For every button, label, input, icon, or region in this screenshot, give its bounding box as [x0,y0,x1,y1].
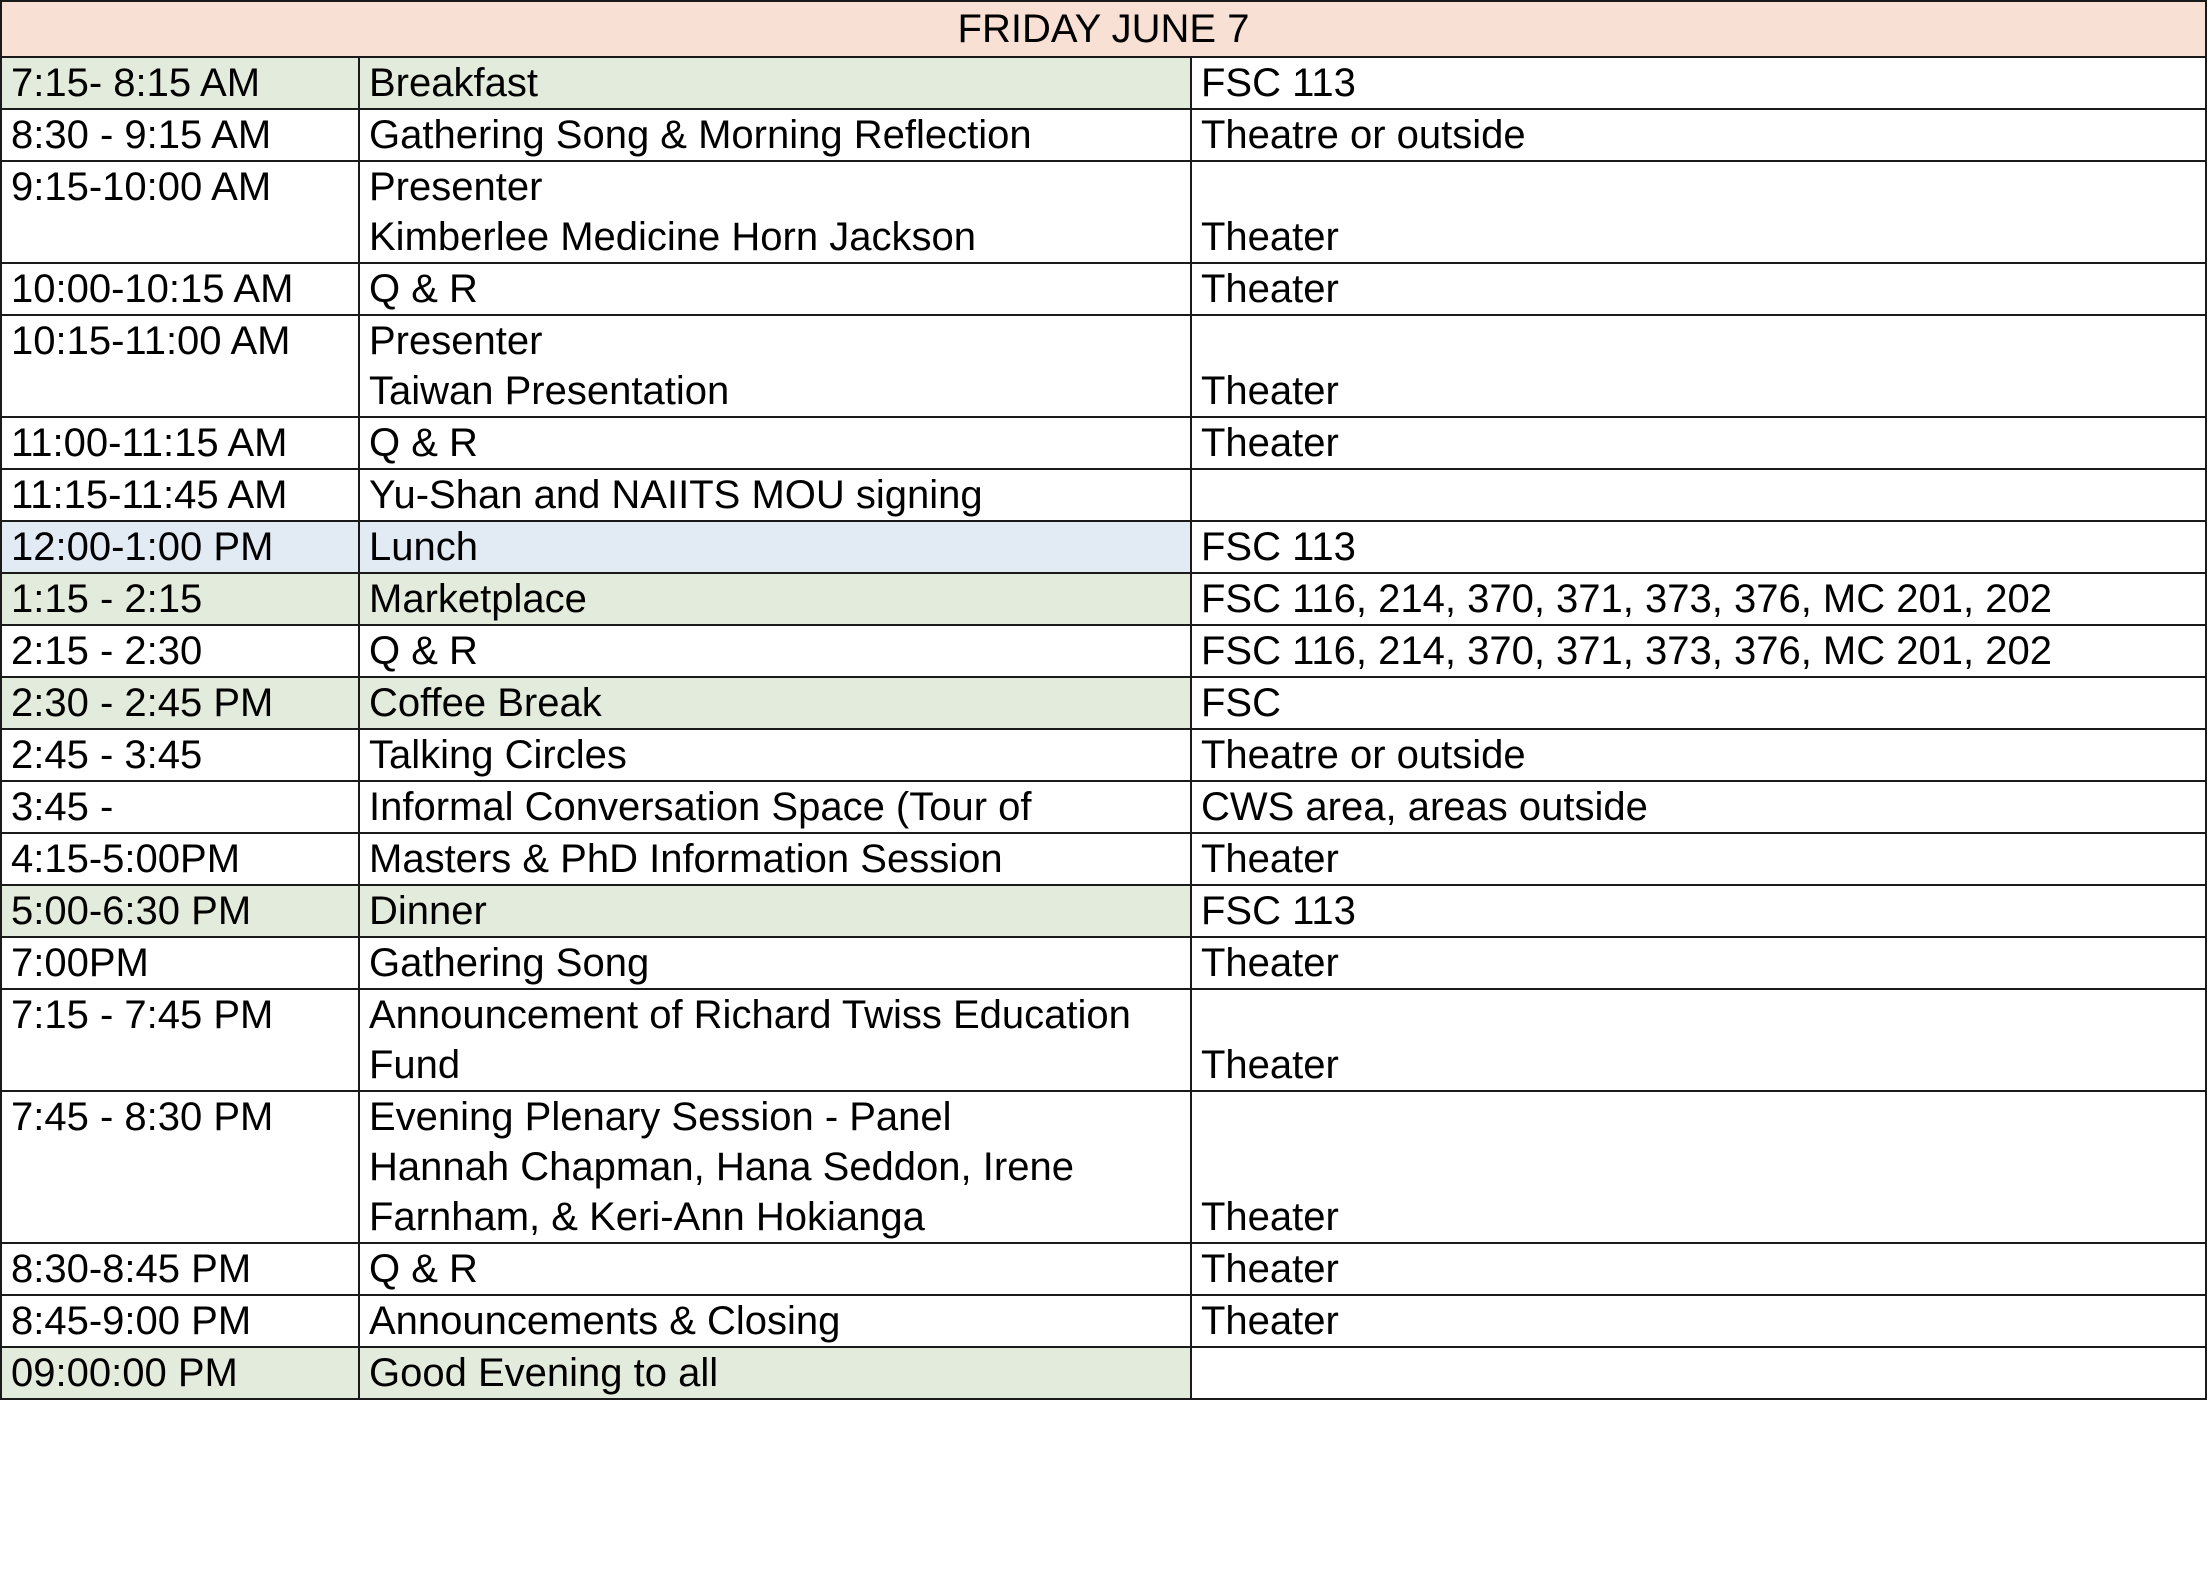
event-cell [359,989,1191,1091]
time-cell: 2:30 - 2:45 PM [1,677,359,729]
location-cell: FSC [1191,677,2206,729]
location-cell: Theater [1191,937,2206,989]
event-line: Presenter [369,319,543,363]
event-line: Fund [369,1043,461,1087]
location-cell: Theater [1191,1295,2206,1347]
location-cell: Theater [1191,989,2206,1091]
event-cell [359,1243,1191,1295]
schedule-row [1,1347,2206,1399]
time-cell: 5:00-6:30 PM [1,885,359,937]
event-cell [359,109,1191,161]
schedule-row [1,729,2206,781]
location-cell: Theater [1191,161,2206,263]
location-cell: CWS area, areas outside [1191,781,2206,833]
event-line: Yu-Shan and NAIITS MOU signing [369,473,983,517]
time-cell: 7:15- 8:15 AM [1,57,359,109]
schedule-row [1,989,2206,1091]
schedule-row [1,1295,2206,1347]
schedule-row [1,677,2206,729]
event-line: Q & R [369,267,478,311]
time-cell: 8:30-8:45 PM [1,1243,359,1295]
schedule-row [1,781,2206,833]
time-cell: 3:45 - [1,781,359,833]
schedule-row [1,1091,2206,1243]
schedule-body [1,57,2206,1399]
event-line: Presenter [369,165,543,209]
schedule-row [1,1243,2206,1295]
time-cell: 9:15-10:00 AM [1,161,359,263]
location-cell: FSC 113 [1191,57,2206,109]
location-cell: Theatre or outside [1191,729,2206,781]
event-line: Gathering Song [369,941,650,985]
event-line: Taiwan Presentation [369,369,730,413]
location-cell: FSC 116, 214, 370, 371, 373, 376, MC 201, 202 [1191,573,2206,625]
event-cell [359,315,1191,417]
location-cell: Theater [1191,833,2206,885]
event-cell [359,1347,1191,1399]
event-cell [359,625,1191,677]
schedule-row [1,573,2206,625]
schedule-row [1,625,2206,677]
event-line: Gathering Song & Morning Reflection [369,113,1032,157]
location-cell [1191,1347,2206,1399]
time-cell: 2:15 - 2:30 [1,625,359,677]
event-line: Farnham, & Keri-Ann Hokianga [369,1195,925,1239]
location-cell: Theater [1191,263,2206,315]
location-cell: Theater [1191,315,2206,417]
event-cell [359,729,1191,781]
time-cell: 11:15-11:45 AM [1,469,359,521]
location-cell [1191,469,2206,521]
event-line: Hannah Chapman, Hana Seddon, Irene [369,1145,1074,1189]
event-line: Breakfast [369,61,538,105]
schedule-row [1,417,2206,469]
time-cell: 7:00PM [1,937,359,989]
location-cell: Theater [1191,1091,2206,1243]
location-cell: FSC 116, 214, 370, 371, 373, 376, MC 201, 202 [1191,625,2206,677]
schedule-row [1,885,2206,937]
event-line: Evening Plenary Session - Panel [369,1095,952,1139]
location-cell: FSC 113 [1191,885,2206,937]
time-cell: 12:00-1:00 PM [1,521,359,573]
schedule-row [1,57,2206,109]
event-cell [359,677,1191,729]
event-line: Kimberlee Medicine Horn Jackson [369,215,976,259]
event-line: Coffee Break [369,681,602,725]
schedule-row [1,521,2206,573]
event-cell [359,417,1191,469]
schedule-row [1,263,2206,315]
event-line: Good Evening to all [369,1351,719,1395]
event-cell [359,161,1191,263]
schedule-row [1,469,2206,521]
location-cell: FSC 113 [1191,521,2206,573]
schedule-row [1,937,2206,989]
schedule-row [1,833,2206,885]
event-cell [359,469,1191,521]
schedule-title: FRIDAY JUNE 7 [1,1,2206,57]
event-cell [359,1295,1191,1347]
location-cell: Theater [1191,1243,2206,1295]
time-cell: 09:00:00 PM [1,1347,359,1399]
event-line: Announcement of Richard Twiss Education [369,993,1131,1037]
event-cell [359,833,1191,885]
time-cell: 8:45-9:00 PM [1,1295,359,1347]
event-line: Q & R [369,629,478,673]
event-line: Masters & PhD Information Session [369,837,1003,881]
time-cell: 2:45 - 3:45 [1,729,359,781]
event-line: Dinner [369,889,487,933]
event-cell [359,1091,1191,1243]
event-line: Lunch [369,525,478,569]
schedule-row [1,315,2206,417]
time-cell: 4:15-5:00PM [1,833,359,885]
event-cell [359,781,1191,833]
time-cell: 10:00-10:15 AM [1,263,359,315]
event-cell [359,263,1191,315]
event-line: Announcements & Closing [369,1299,841,1343]
location-cell: Theatre or outside [1191,109,2206,161]
title-row [1,1,2206,57]
event-cell [359,521,1191,573]
time-cell: 11:00-11:15 AM [1,417,359,469]
event-line: Marketplace [369,577,587,621]
time-cell: 10:15-11:00 AM [1,315,359,417]
location-cell: Theater [1191,417,2206,469]
event-cell [359,937,1191,989]
event-line: Q & R [369,1247,478,1291]
event-line: Informal Conversation Space (Tour of [369,785,1032,829]
event-line: Talking Circles [369,733,627,777]
time-cell: 8:30 - 9:15 AM [1,109,359,161]
event-cell [359,885,1191,937]
time-cell: 1:15 - 2:15 [1,573,359,625]
schedule-row [1,109,2206,161]
event-line: Q & R [369,421,478,465]
schedule-row [1,161,2206,263]
event-cell [359,573,1191,625]
time-cell: 7:45 - 8:30 PM [1,1091,359,1243]
time-cell: 7:15 - 7:45 PM [1,989,359,1091]
event-cell [359,57,1191,109]
